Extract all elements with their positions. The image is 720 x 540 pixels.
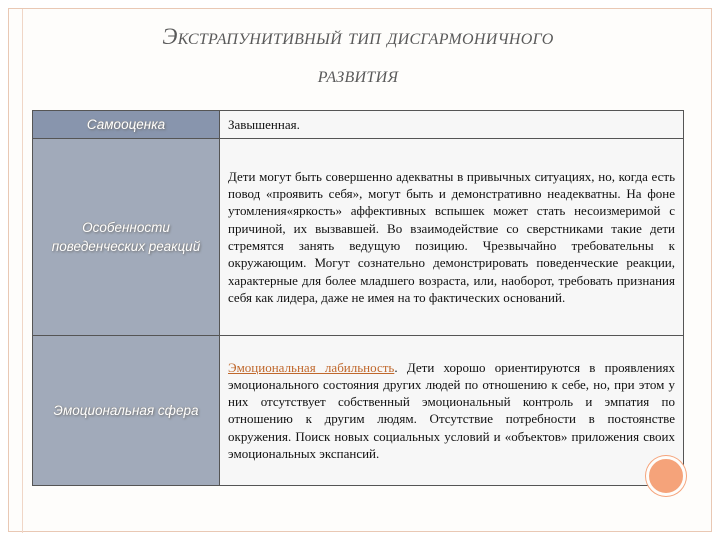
table-row	[33, 111, 684, 139]
characteristics-table	[32, 110, 684, 486]
decorative-circle	[646, 456, 686, 496]
row-text-self-esteem: Завышенная.	[220, 111, 684, 139]
row-label-emotional-sphere: Эмоциональная сфера	[33, 335, 220, 485]
row-label-self-esteem: Самооценка	[33, 111, 220, 139]
slide-title-line-2: развития	[317, 62, 399, 87]
table-row	[33, 139, 684, 336]
emotional-sphere-description: . Дети хорошо ориентируются в проявлениях эмоционального состояния других людей по отношению к себе, но, при этом у них отсутствует собственный эмоциональный контроль и эмпатия по отношению к другим людям. Отсутствие потребности в постоянстве окружения. Поиск новых социальных условий и «объектов» приложения своих эмоциональных экспансий.	[228, 359, 675, 462]
row-text-emotional-sphere	[220, 335, 684, 485]
slide-title	[52, 18, 664, 94]
slide-title-line-1: Экстрапунитивный тип дисгармоничного	[162, 24, 554, 49]
frame-decoration-line	[22, 9, 23, 533]
emotional-lability-link[interactable]: Эмоциональная лабильность	[228, 359, 395, 375]
row-label-behavior: Особенности поведенческих реакций	[33, 139, 220, 336]
table-row	[33, 335, 684, 485]
row-text-behavior: Дети могут быть совершенно адекватны в привычных ситуациях, но, когда есть повод «проявить себя», могут быть и демонстративно неадекватны. На фоне утомления«яркость» аффективных вспышек может стать несоизмеримой с причиной, их вызвавшей. Во взаимодействие со сверстниками такие дети стремятся занять ведущую позицию. Чрезвычайно требовательны к окружающим. Могут сознательно демонстрировать поведенческие реакции, характерные для более младшего возраста, или, наоборот, требовать признания себя как лидера, даже не имея на то фактических оснований.	[220, 139, 684, 336]
